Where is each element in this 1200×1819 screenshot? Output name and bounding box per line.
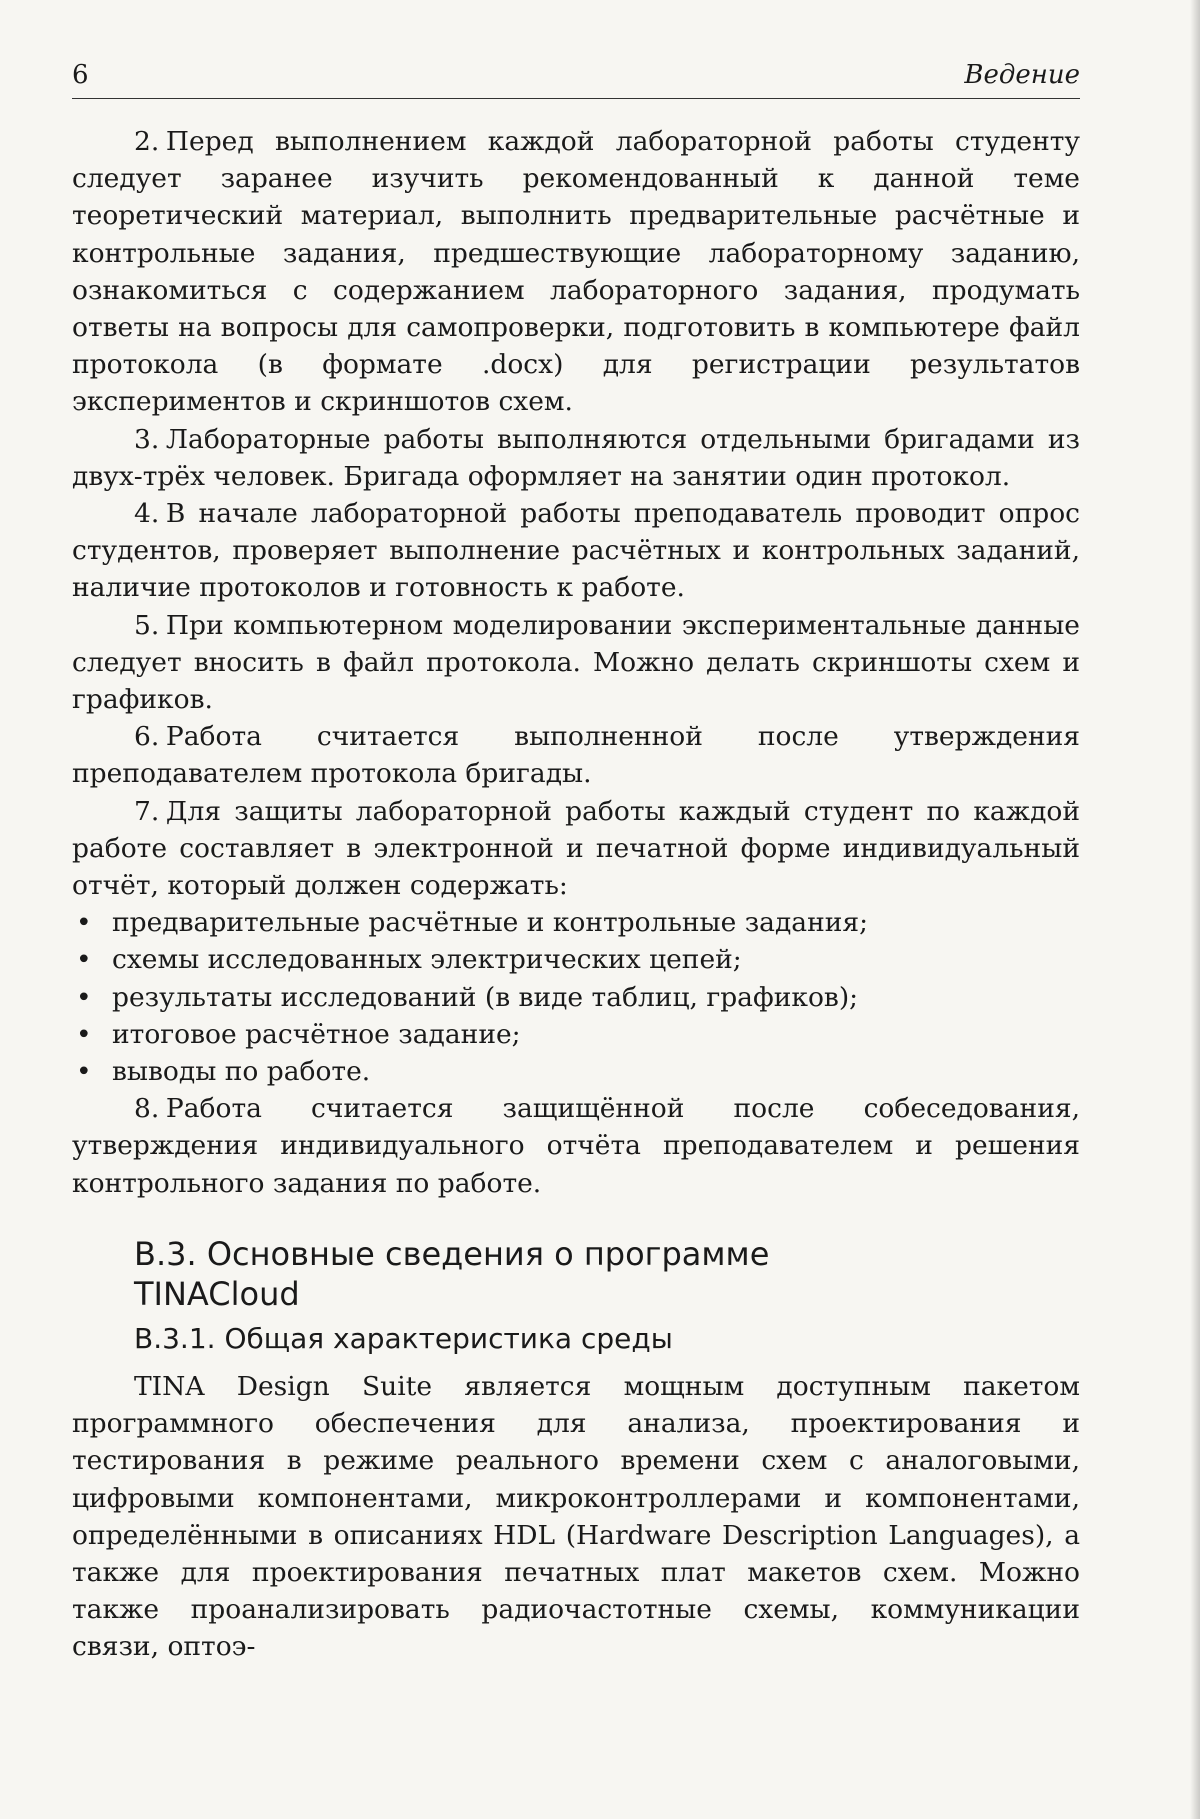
bullet-icon: • — [76, 904, 92, 941]
running-title: Ведение — [964, 60, 1080, 90]
bullet-item: • выводы по работе. — [72, 1053, 1080, 1090]
list-item: 5. При компьютерном моделировании экспериментальные данные следует вносить в файл протокола. Можно делать скриншоты схем и графиков. — [72, 607, 1080, 719]
bullet-item: • схемы исследованных электрических цепей; — [72, 941, 1080, 978]
page-body — [72, 123, 1080, 1666]
bullet-item: • предварительные расчётные и контрольные задания; — [72, 904, 1080, 941]
list-item: 2. Перед выполнением каждой лабораторной работы студенту следует заранее изучить рекомендованный к данной теме теоретический материал, выполнить предварительные расчётные и контрольные задания, предшествующие лабораторному заданию, ознакомиться с содержанием лабораторного задания, продумать ответы на вопросы для самопроверки, подготовить в компьютере файл протокола (в формате .docx) для регистрации результатов экспериментов и скриншотов схем. — [72, 123, 1080, 421]
body-paragraph: TINA Design Suite является мощным доступным пакетом программного обеспечения для анализа, проектирования и тестирования в режиме реального времени схем с аналоговыми, цифровыми компонентами, микроконтроллерами и компонентами, определёнными в описаниях HDL (Hardware Description Languages), а также для проектирования печатных плат макетов схем. Можно также проанализировать радиочастотные схемы, коммуникации связи, оптоэ- — [72, 1368, 1080, 1666]
bullet-item: • результаты исследований (в виде таблиц, графиков); — [72, 979, 1080, 1016]
bullet-icon: • — [76, 941, 92, 978]
list-item: 3. Лабораторные работы выполняются отдельными бригадами из двух-трёх человек. Бригада оформляет на занятии один протокол. — [72, 421, 1080, 495]
list-item: 8. Работа считается защищённой после собеседования, утверждения индивидуального отчёта преподавателем и решения контрольного задания по работе. — [72, 1090, 1080, 1202]
subsection-heading: В.3.1. Общая характеристика среды — [72, 1320, 1080, 1358]
bullet-item: • итоговое расчётное задание; — [72, 1016, 1080, 1053]
list-item: 7. Для защиты лабораторной работы каждый студент по каждой работе составляет в электронной и печатной форме индивидуальный отчёт, который должен содержать: — [72, 793, 1080, 905]
page-number: 6 — [72, 60, 89, 90]
section-heading: В.3. Основные сведения о программе TINACloud — [72, 1234, 894, 1314]
bullet-icon: • — [76, 1053, 92, 1090]
bullet-icon: • — [76, 979, 92, 1016]
page-header — [72, 60, 1080, 99]
list-item: 4. В начале лабораторной работы преподаватель проводит опрос студентов, проверяет выполнение расчётных и контрольных заданий, наличие протоколов и готовность к работе. — [72, 495, 1080, 607]
list-item: 6. Работа считается выполненной после утверждения преподавателем протокола бригады. — [72, 718, 1080, 792]
book-page — [72, 60, 1080, 1666]
bullet-icon: • — [76, 1016, 92, 1053]
report-contents-list — [72, 904, 1080, 1090]
page-edge-shadow — [1190, 0, 1200, 1819]
